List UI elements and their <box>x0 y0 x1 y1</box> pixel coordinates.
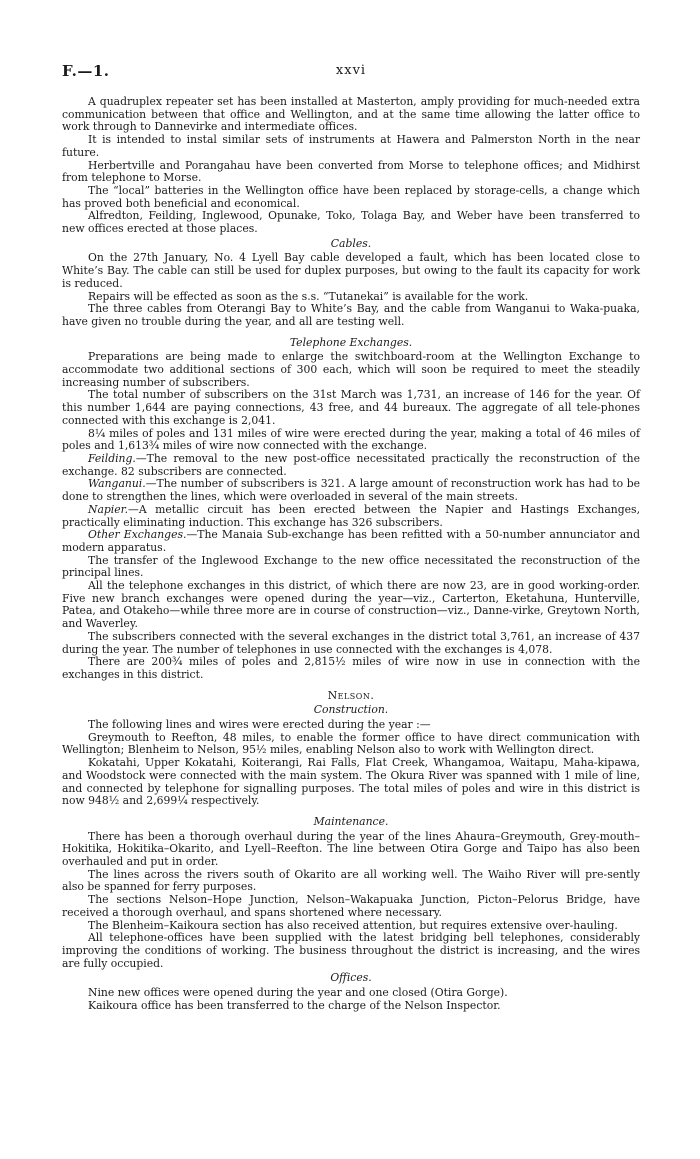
section-heading-maintenance: Maintenance. <box>313 814 389 828</box>
paragraph: All telephone-offices have been supplied with the latest bridging bell telephones, considerably improving the conditions of working. The business throughout the district is increasing, and the wires are fully occupied. <box>62 931 640 970</box>
document-body <box>62 96 640 1013</box>
section-heading-cables: Cables. <box>330 236 372 250</box>
paragraph: 8¼ miles of poles and 131 miles of wire were erected during the year, making a total of 46 miles of poles and 1,613¾ miles of wire now connected with the exchange. <box>62 426 640 453</box>
paragraph: There are 200¾ miles of poles and 2,815½ miles of wire now in use in connection with the exchanges in this district. <box>62 655 640 681</box>
run-in-label: Napier. <box>88 502 129 516</box>
section-heading-offices: Offices. <box>330 971 372 985</box>
paragraph: Feilding.—The removal to the new post-office necessitated practically the reconstruction of the exchange. 82 subscribers are connected. <box>62 451 640 478</box>
paragraph: Nine new offices were opened during the year and one closed (Otira Gorge). <box>88 986 508 1000</box>
paragraph: Kokatahi, Upper Kokatahi, Koiterangi, Rai Falls, Flat Creek, Whangamoa, Waitapu, Maha-kipawa, and Woodstock were connected with the main system. The Okura River was spanned with 1 mile of line, and connected by telephone for signalling purposes. The total miles of poles and wire in this district is now 948½ and 2,699¼ respectively. <box>62 756 640 808</box>
paragraph: The lines across the rivers south of Okarito are all working well. The Waiho River will pre-sently also be spanned for ferry purposes. <box>62 867 640 894</box>
page-header <box>62 62 640 84</box>
page-number: xxvi <box>335 63 367 78</box>
paragraph: The transfer of the Inglewood Exchange to the new office necessitated the reconstruction of the principal lines. <box>62 553 640 580</box>
run-in-label: Other Exchanges. <box>88 528 187 542</box>
paragraph: It is intended to instal similar sets of instruments at Hawera and Palmerston North in the near future. <box>62 133 640 159</box>
paragraph: The three cables from Oterangi Bay to White’s Bay, and the cable from Wanganui to Waka-puaka, have given no trouble during the year, and all are testing well. <box>62 302 640 328</box>
paragraph: The subscribers connected with the several exchanges in the district total 3,761, an increase of 437 during the year. The number of telephones in use connected with the exchanges is 4,078. <box>62 629 640 656</box>
paragraph: All the telephone exchanges in this district, of which there are now 23, are in good working-order. Five new branch exchanges were opened during the year—viz., Carterton, Eketahuna, Hunterville, Patea, and Otakeho—while three more are in course of construction—viz., Danne-virke, Greytown North, and Waverley. <box>62 579 640 631</box>
paragraph: The sections Nelson–Hope Junction, Nelson–Wakapuaka Junction, Picton–Pelorus Bridge, have received a thorough overhaul, and spans shortened where necessary. <box>62 893 640 919</box>
paragraph: The “local” batteries in the Wellington office have been replaced by storage-cells, a change which has proved both beneficial and economical. <box>62 183 640 210</box>
paragraph: There has been a thorough overhaul during the year of the lines Ahaura–Greymouth, Grey-mouth–Hokitika, Hokitika–Okarito, and Lyell–Reefton. The line between Otira Gorge and Taipo has also been overhauled and put in order. <box>62 829 640 869</box>
paragraph: The total number of subscribers on the 31st March was 1,731, an increase of 146 for the year. Of this number 1,644 are paying connections, 43 free, and 44 bureaux. The aggregate of all tele-phones connected with this exchange is 2,041. <box>62 388 640 427</box>
report-code: F.—1. <box>62 62 110 80</box>
section-heading-nelson: Nelson. <box>327 688 375 702</box>
section-heading-construction: Construction. <box>313 703 389 717</box>
paragraph: Napier.—A metallic circuit has been erected between the Napier and Hastings Exchanges, practically eliminating induction. This exchange has 326 subscribers. <box>62 502 640 529</box>
paragraph: Kaikoura office has been transferred to the charge of the Nelson Inspector. <box>88 998 501 1012</box>
run-in-label: Wanganui. <box>88 477 146 491</box>
paragraph: Alfredton, Feilding, Inglewood, Opunake, Toko, Tolaga Bay, and Weber have been transferred to new offices erected at those places. <box>62 209 640 236</box>
paragraph: Other Exchanges.—The Manaia Sub-exchange has been refitted with a 50-number annunciator and modern apparatus. <box>62 528 641 554</box>
paragraph: Greymouth to Reefton, 48 miles, to enable the former office to have direct communication with Wellington; Blenheim to Nelson, 95½ miles, enabling Nelson also to work with Wellington direct. <box>62 730 640 757</box>
paragraph: A quadruplex repeater set has been installed at Masterton, amply providing for much-needed extra communication between that office and Wellington, and at the same time allowing the latter office to work through to Dannevirke and intermediate offices. <box>62 95 640 134</box>
paragraph: Repairs will be effected as soon as the s.s. “Tutanekai” is available for the work. <box>88 289 529 303</box>
paragraph: On the 27th January, No. 4 Lyell Bay cable developed a fault, which has been located close to White’s Bay. The cable can still be used for duplex purposes, but owing to the fault its capacity for work is reduced. <box>62 251 640 290</box>
paragraph: Wanganui.—The number of subscribers is 321. A large amount of reconstruction work has had to be done to strengthen the lines, which were overloaded in several of the main streets. <box>62 477 640 504</box>
run-in-label: Feilding. <box>88 451 136 465</box>
paragraph: The following lines and wires were erected during the year :— <box>88 718 431 732</box>
paragraph: Herbertville and Porangahau have been converted from Morse to telephone offices; and Midhirst from telephone to Morse. <box>62 158 640 185</box>
paragraph: The Blenheim–Kaikoura section has also received attention, but requires extensive over-hauling. <box>88 918 618 932</box>
paragraph: Preparations are being made to enlarge the switchboard-room at the Wellington Exchange to accommodate two additional sections of 300 each, which will soon be required to meet the steadily increasing number of subscribers. <box>62 350 640 389</box>
section-heading-telephone-exchanges: Telephone Exchanges. <box>289 335 413 349</box>
